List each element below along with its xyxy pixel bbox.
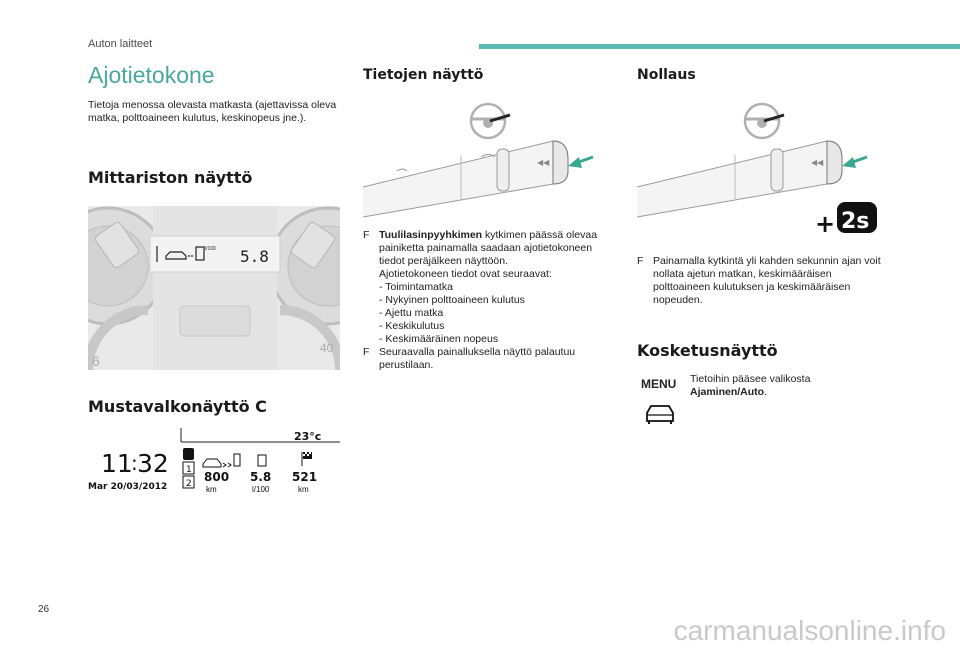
- page-title: Ajotietokone: [88, 62, 215, 88]
- header-accent-bar: [479, 44, 960, 49]
- kosketus-description: [690, 373, 870, 399]
- outside-temperature: 23°c: [294, 430, 322, 443]
- intro-paragraph: Tietoja menossa olevasta matkasta (ajettavissa oleva matka, polttoaineen kulutus, keskinopeus jne.).: [88, 99, 337, 124]
- svg-text:◀◀: ◀◀: [537, 158, 550, 167]
- steering-wheel-icon: [471, 104, 505, 138]
- checkered-flag-icon: [302, 452, 312, 466]
- list-item: - Toimintamatka: [379, 281, 605, 294]
- bullet-marker: F: [363, 229, 370, 241]
- car-icon: [643, 403, 677, 425]
- cluster-unit: l/100: [205, 246, 216, 252]
- list-item: - Nykyinen polttoaineen kulutus: [379, 294, 605, 307]
- steering-wheel-icon: [745, 104, 779, 138]
- trip-tab-1: 1: [186, 465, 192, 475]
- display-date: Mar 20/03/2012: [88, 482, 168, 492]
- heading-nollaus: Nollaus: [637, 67, 696, 83]
- range-car-icon: [203, 459, 231, 467]
- svg-text:◀◀: ◀◀: [811, 158, 824, 167]
- hold-time-text: 2s: [841, 209, 870, 233]
- tietojen-sub-intro: Ajotietokoneen tiedot ovat seuraavat:: [379, 268, 552, 280]
- header-section-label: Auton laitteet: [88, 38, 153, 50]
- consumption-unit: l/100: [252, 485, 270, 494]
- heading-kosketusnaytto: Kosketusnäyttö: [637, 341, 778, 360]
- distance-value: 521: [292, 470, 318, 484]
- kosketus-text-post: .: [764, 386, 768, 398]
- tietojen-description: [363, 229, 605, 372]
- menu-path: Ajaminen/Auto: [690, 386, 765, 398]
- cluster-display-value: 5.8: [240, 247, 269, 266]
- distance-unit: km: [298, 485, 309, 494]
- svg-text::: :: [131, 451, 138, 475]
- bullet-marker: F: [363, 346, 370, 358]
- consumption-value: 5.8: [250, 470, 272, 484]
- heading-tietojen-naytto: Tietojen näyttö: [363, 67, 484, 83]
- list-item: - Keskikulutus: [379, 320, 605, 333]
- fuel-icon: [234, 454, 240, 466]
- tietojen-lead-text: kytkimen päässä olevaa painiketta painamalla saadaan ajotietokoneen tiedot peräjälkeen näyttöön.: [379, 229, 598, 267]
- consumption-icon: [258, 455, 266, 466]
- kosketus-text-pre: Tietoihin pääsee valikosta: [690, 373, 811, 385]
- watermark: carmanualsonline.info: [673, 615, 946, 646]
- arrow-icon: [568, 157, 593, 168]
- list-item: - Ajettu matka: [379, 307, 605, 320]
- tietojen-second-bullet: Seuraavalla painalluksella näyttö palautuu perustilaan.: [379, 346, 576, 371]
- plus-sign: +: [815, 210, 836, 233]
- menu-label: MENU: [641, 377, 677, 391]
- trip-tab-car-icon: [183, 448, 194, 460]
- reset-stalk-illustration: [637, 99, 877, 233]
- clock-hours: 11: [101, 449, 133, 478]
- page-number: 26: [38, 604, 50, 615]
- range-unit: km: [206, 485, 217, 494]
- heading-mittariston-naytto: Mittariston näyttö: [88, 168, 253, 187]
- arrow-icon: [842, 157, 867, 168]
- bullet-marker: F: [637, 255, 644, 267]
- monochrome-display-illustration: [88, 428, 340, 496]
- heading-mustavalkonaytto: Mustavalkonäyttö C: [88, 397, 267, 416]
- range-value: 800: [204, 470, 230, 484]
- nollaus-text: Painamalla kytkintä yli kahden sekunnin ajan voit nollata ajetun matkan, keskimääräisen polttoaineen kulutuksen ja keskimääräisen nopeuden.: [653, 255, 881, 306]
- list-item: - Keskimääräinen nopeus: [379, 333, 605, 346]
- wiper-stalk-illustration: [363, 99, 603, 223]
- nollaus-description: [637, 255, 882, 307]
- gauge-left-number: 6: [92, 353, 100, 369]
- wiper-term: Tuulilasinpyyhkimen: [379, 229, 483, 241]
- gauge-right-number: 40: [320, 341, 334, 355]
- clock-minutes: 32: [137, 449, 169, 478]
- trip-data-list: [379, 281, 605, 346]
- trip-tab-2: 2: [186, 479, 192, 489]
- instrument-cluster-illustration: [88, 206, 340, 370]
